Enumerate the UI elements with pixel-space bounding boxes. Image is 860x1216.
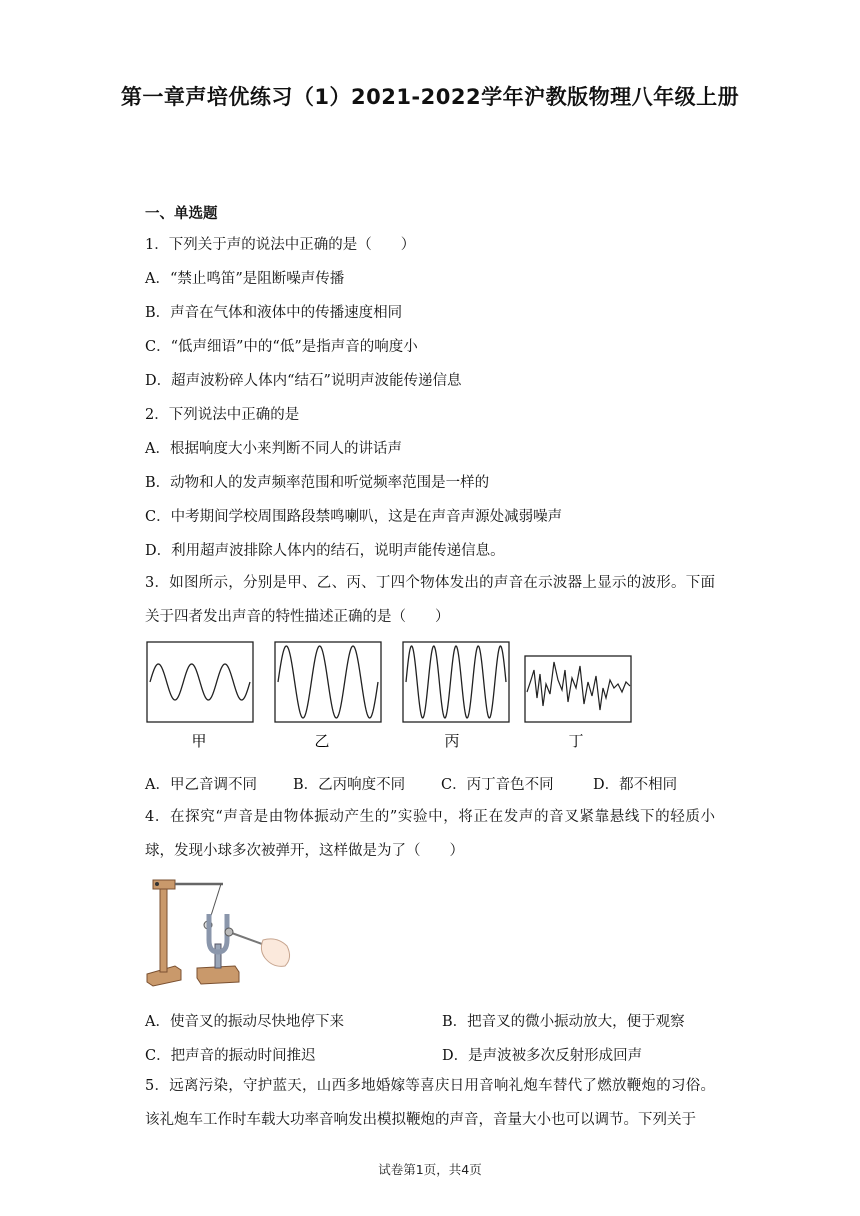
waveform-yi — [275, 642, 381, 722]
question-3-option-a: A．甲乙音调不同 — [145, 777, 257, 793]
figure-label-bing: 丙 — [444, 732, 460, 750]
question-4-stem: 4．在探究“声音是由物体振动产生的”实验中，将正在发声的音叉紧靠悬线下的轻质小球，发现小球多次被弹开，这样做是为了（ ） — [145, 809, 715, 859]
question-1-option-c: C．“低声细语”中的“低”是指声音的响度小 — [145, 339, 418, 355]
question-4-option-d: D．是声波被多次反射形成回声 — [442, 1048, 643, 1064]
question-3-option-d: D．都不相同 — [593, 777, 678, 793]
question-4-option-a: A．使音叉的振动尽快地停下来 — [145, 1014, 344, 1030]
question-1-option-d: D．超声波粉碎人体内“结石”说明声波能传递信息 — [145, 373, 462, 389]
hand-with-mallet — [225, 928, 290, 966]
question-3-option-b: B．乙丙响度不同 — [293, 777, 406, 793]
question-3-options — [145, 773, 677, 794]
figure-label-yi: 乙 — [314, 732, 330, 750]
question-4-option-c: C．把声音的振动时间推迟 — [145, 1048, 316, 1064]
waveform-bing — [403, 642, 509, 722]
question-2-option-b: B．动物和人的发声频率范围和听觉频率范围是一样的 — [145, 475, 490, 491]
waveform-jia — [147, 642, 253, 722]
figure-label-jia: 甲 — [191, 732, 207, 750]
question-3-stem: 3．如图所示，分别是甲、乙、丙、丁四个物体发出的声音在示波器上显示的波形。下面关于四者发出声音的特性描述正确的是（ ） — [145, 575, 715, 625]
figure-label-ding: 丁 — [568, 732, 584, 750]
tuning-fork — [197, 914, 239, 984]
waveform-ding — [525, 656, 631, 722]
question-4-option-b: B．把音叉的微小振动放大，便于观察 — [442, 1014, 685, 1030]
oscilloscope-waveforms-figure — [146, 640, 636, 752]
page-footer: 试卷第1页，共4页 — [378, 1162, 482, 1177]
question-2-option-c: C．中考期间学校周围路段禁鸣喇叭，这是在声音声源处减弱噪声 — [145, 509, 563, 525]
question-3-option-c: C．丙丁音色不同 — [441, 777, 554, 793]
question-1-stem: 1．下列关于声的说法中正确的是（ ） — [145, 237, 416, 253]
question-1-option-a: A．“禁止鸣笛”是阻断噪声传播 — [145, 271, 345, 287]
question-2-option-a: A．根据响度大小来判断不同人的讲话声 — [145, 441, 402, 457]
question-2-option-d: D．利用超声波排除人体内的结石，说明声能传递信息。 — [145, 543, 505, 559]
document-title: 第一章声培优练习（1）2021-2022学年沪教版物理八年级上册 — [120, 85, 740, 109]
question-1-option-b: B．声音在气体和液体中的传播速度相同 — [145, 305, 403, 321]
question-5-stem: 5．远离污染，守护蓝天，山西多地婚嫁等喜庆日用音响礼炮车替代了燃放鞭炮的习俗。该礼炮车工作时车载大功率音响发出模拟鞭炮的声音，音量大小也可以调节。下列关于 — [145, 1078, 715, 1128]
question-2-stem: 2．下列说法中正确的是 — [145, 407, 300, 423]
section-heading: 一、单选题 — [145, 206, 218, 222]
tuning-fork-apparatus-figure — [145, 870, 295, 992]
